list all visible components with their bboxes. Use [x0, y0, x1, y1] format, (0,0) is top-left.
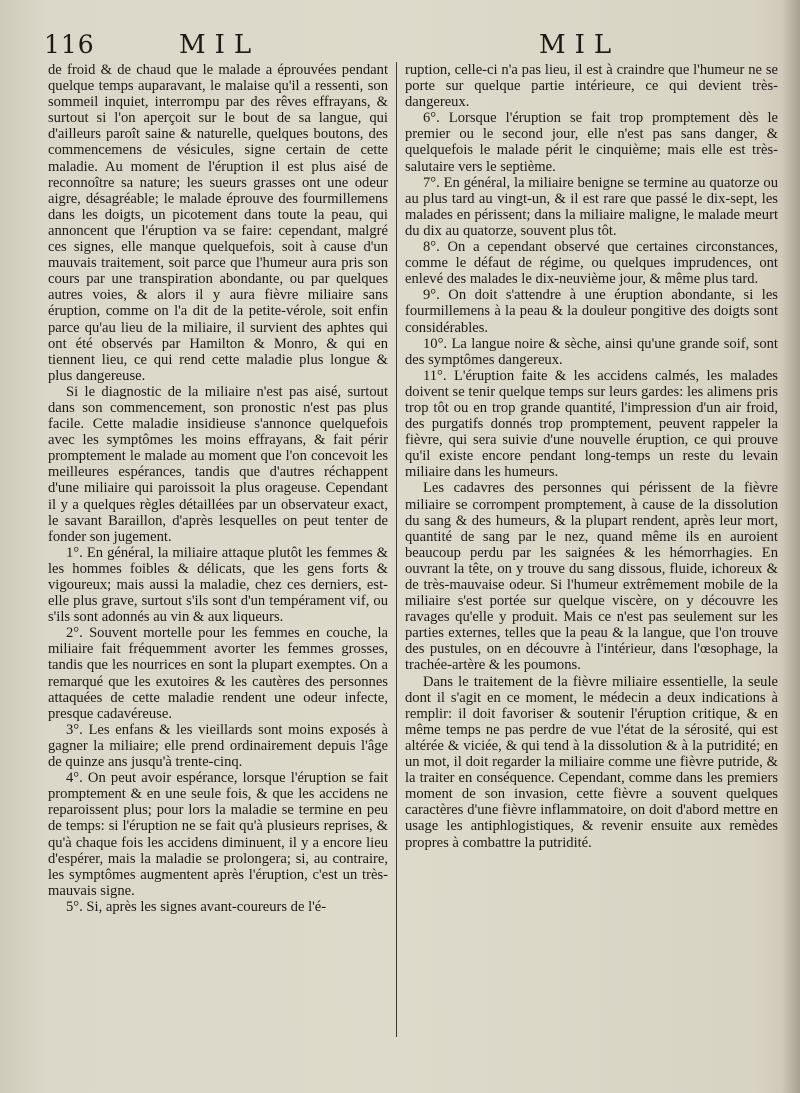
right-paragraph-1: ruption, celle-ci n'a pas lieu, il est à craindre que l'humeur ne se porte sur quelque partie intérieure, ce qui devient très-dangereux. — [405, 62, 778, 111]
right-paragraph-3: 7°. En général, la miliaire benigne se termine au quatorze ou au plus tard au vingt-un, & il est rare que passé le dix-sept, les malades en périssent; dans la miliaire maligne, le malade meurt du dix au quatorze, souvent plus tôt. — [405, 174, 778, 239]
right-paragraph-6: 10°. La langue noire & sèche, ainsi qu'une grande soif, sont des symptômes dangereux. — [405, 335, 778, 368]
left-column — [48, 62, 388, 915]
left-paragraph-2: Si le diagnostic de la miliaire n'est pas aisé, surtout dans son commencement, son pronostic n'est pas plus facile. Cette maladie insidieuse s'annonce quelquefois avec les symptômes les moins effrayans, & fait périr promptement le malade au moment que l'on concevoit les meilleures espérances, tandis que d'autres réchappent d'une miliaire qui paroissoit la plus orageuse. Cependant il y a quelques règles détaillées par un observateur exact, le savant Baraillon, d'après lesquelles on peut tenter de fonder son jugement. — [48, 383, 388, 545]
page-edge-shadow — [782, 0, 800, 1093]
right-column — [405, 62, 778, 851]
page-number: 116 — [44, 30, 95, 59]
left-paragraph-1: de froid & de chaud que le malade a éprouvées pendant quelque temps auparavant, le malaise qu'il a ressenti, son sommeil inquiet, interrompu par des rêves effrayans, & surtout si l'on aperçoit sur le bout de sa langue, qui d'ailleurs paroît saine & naturelle, quelques boutons, des commencemens de vésicules, signe certain de cette maladie. Au moment de l'éruption il est plus aisé de reconnoître sa nature; les sueurs grasses ont une odeur aigre, désagréable; le malade éprouve des fourmillemens dans les doigts, un picotement dans toute la peau, qui annoncent que l'éruption va se faire: cependant, malgré ces signes, elle manque quelquefois, soit à cause d'un mauvais traitement, soit parce que l'humeur aura pris son cours par une transpiration abondante, ou par quelques autres voies, & alors il y aura fièvre miliaire sans éruption, comme on l'a dit de la petite-vérole, soit enfin parce qu'au lieu de la miliaire, il survient des aphtes qui ont été observés par Hamilton & Monro, & qui en tiennent lieu, ce qui rend cette maladie plus longue & plus dangereuse. — [48, 62, 388, 384]
left-paragraph-5: 3°. Les enfans & les vieillards sont moins exposés à gagner la miliaire; elle prend ordinairement depuis l'âge de quinze ans jusqu'à trente-cinq. — [48, 721, 388, 771]
right-paragraph-5: 9°. On doit s'attendre à une éruption abondante, si les fourmillemens à la peau & la douleur pongitive des doigts sont considérables. — [405, 287, 778, 336]
right-paragraph-7: 11°. L'éruption faite & les accidens calmés, les malades doivent se tenir quelque temps sur leurs gardes: les alimens pris trop tôt ou en trop grande quantité, l'impression d'un air froid, des purgatifs donnés trop promptement, peuvent rappeler la fièvre, qui sera suivie d'une nouvelle éruption, ce qui prouve qu'il existe encore pendant long-temps un reste du levain miliaire dans les humeurs. — [405, 367, 778, 481]
left-paragraph-7: 5°. Si, après les signes avant-coureurs de l'é- — [66, 898, 327, 915]
running-title-left: MIL — [179, 30, 261, 60]
right-paragraph-2: 6°. Lorsque l'éruption se fait trop promptement dès le premier ou le second jour, elle n'est pas sans danger, & quelquefois le malade périt le cinquième; mais elle est très-salutaire vers le septième. — [405, 110, 778, 175]
right-paragraph-4: 8°. On a cependant observé que certaines circonstances, comme le défaut de régime, ou quelques imprudences, ont enlevé des malades le dix-neuvième jour, & même plus tard. — [405, 239, 778, 288]
left-paragraph-6: 4°. On peut avoir espérance, lorsque l'éruption se fait promptement & en une seule fois, & que les accidens ne reparoissent plus; pour lors la maladie se termine en peu de temps: si l'éruption ne se fait qu'à plusieurs reprises, & qu'à chaque fois les accidens diminuent, il y a encore lieu d'espérer, mais la maladie se prolongera; si, au contraire, les symptômes augmentent après l'éruption, c'est un très-mauvais signe. — [48, 770, 388, 899]
right-paragraph-9: Dans le traitement de la fièvre miliaire essentielle, la seule dont il s'agit en ce moment, le médecin a deux indications à remplir: il doit favoriser & soutenir l'éruption critique, & en même temps ne pas perdre de vue l'état de la sérosité, qui est altérée & viciée, & qui tend à la dissolution & à la putridité; en un mot, il doit regarder la miliaire comme une fièvre putride, & la traiter en conséquence. Cependant, comme dans les premiers moment de son invasion, cette fièvre a souvent quelques caractères d'une fièvre inflammatoire, on doit d'abord mettre en usage les antiphlogistiques, & revenir ensuite aux remèdes propres à combattre la putridité. — [405, 673, 778, 851]
left-paragraph-4: 2°. Souvent mortelle pour les femmes en couche, la miliaire fait fréquemment avorter les femmes grosses, tandis que les nourrices en sont la plupart exemptes. On a remarqué que les exutoires & les cautères des personnes attaquées de cette maladie rendent une odeur infecte, presque cadavéreuse. — [48, 625, 388, 722]
running-title-right: MIL — [539, 30, 621, 60]
left-paragraph-3: 1°. En général, la miliaire attaque plutôt les femmes & les hommes foibles & délicats, que les gens forts & vigoureux; mais aussi la maladie, chez ces derniers, est-elle plus grave, surtout s'ils sont d'un tempérament vif, ou s'ils sont adonnés au vin & aux liqueurs. — [48, 544, 388, 626]
column-divider — [396, 62, 397, 1037]
right-paragraph-8: Les cadavres des personnes qui périssent de la fièvre miliaire se corrompent promptement, à cause de la dissolution du sang & des humeurs, & la plupart rendent, après leur mort, quantité de sang par le nez, quand même ils en auroient beaucoup perdu par les saignées & les hémorrhagies. En ouvrant la tête, on y trouve du sang dissous, fluide, ichoreux & de très-mauvaise odeur. Si l'humeur extrêmement mobile de la miliaire s'est portée sur quelque viscère, on y découvre les ravages qu'elle y produit. Mais ce n'est pas seulement sur les parties externes, telles que la peau & la langue, que l'on trouve des pustules, on en découvre à l'intérieur, dans l'œsophage, la trachée-artère & les poumons. — [405, 480, 778, 674]
page-header — [44, 30, 774, 60]
